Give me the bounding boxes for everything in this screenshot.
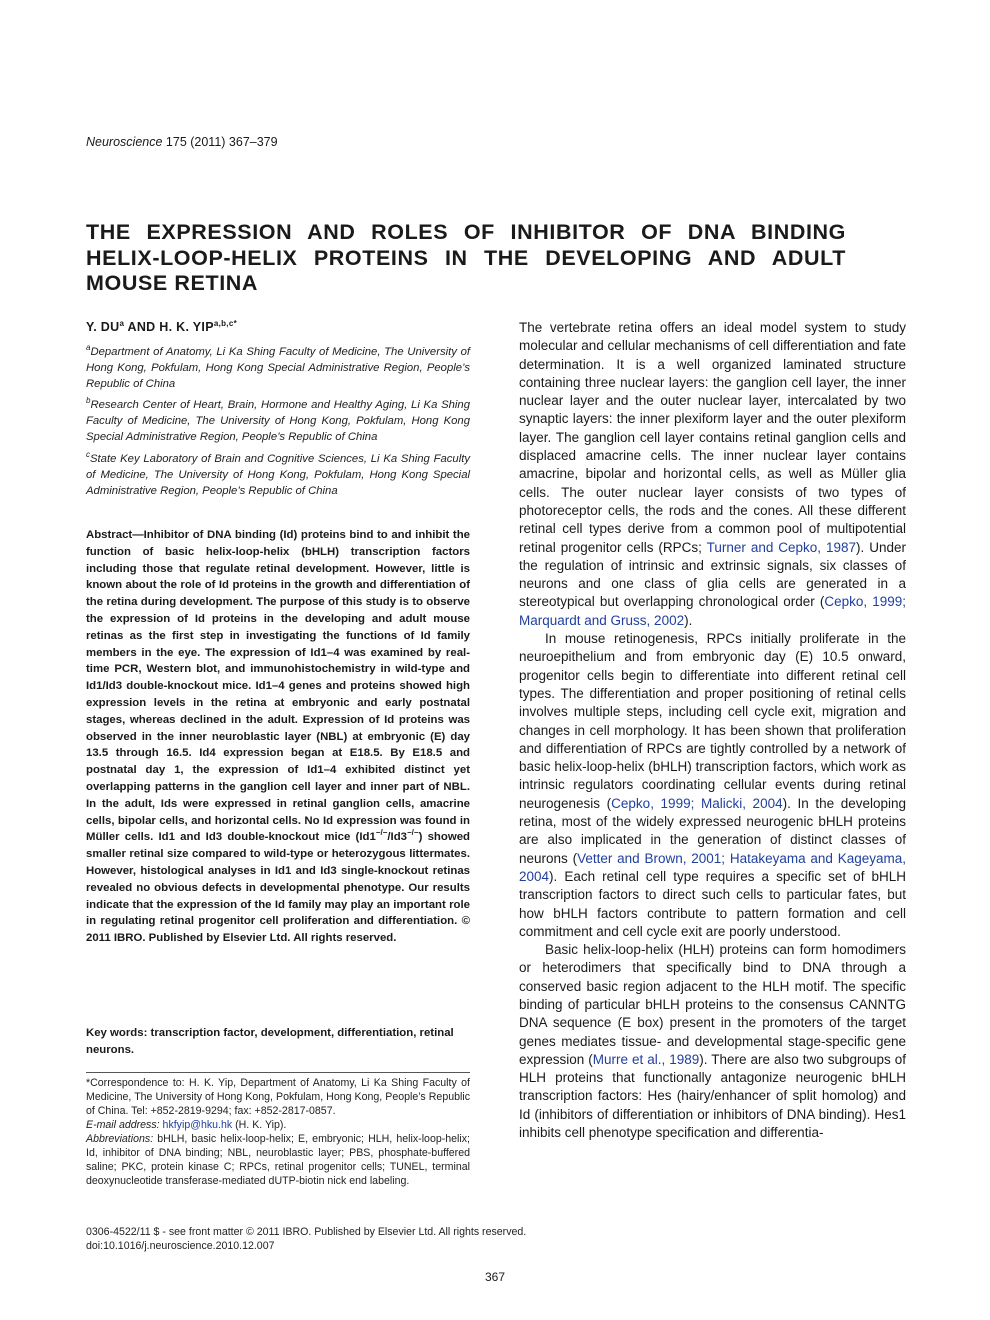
body-text-run: ). In the developing retina, most of the widely expressed neurogenic bHLH proteins are also implicated in the generation of distinct classes of neurons ( <box>519 795 906 866</box>
email-suffix: (H. K. Yip). <box>232 1119 287 1131</box>
affiliation-mark: a <box>86 343 91 353</box>
citation-link[interactable]: Turner and Cepko, 1987 <box>706 539 857 555</box>
copyright-line: 0306-4522/11 $ - see front matter © 2011 IBRO. Published by Elsevier Ltd. All rights reserved. <box>86 1226 527 1238</box>
body-text-run: ). There are also two subgroups of HLH proteins that functionally antagonize neurogenic bHLH transcription factors: Hes (hairy/enhancer of split homolog) and Id (inhibitors of differentiation or inhibitors of DNA binding). Hes1 inhibits cell phenotype specification and differentia- <box>519 1051 906 1141</box>
email-label: E-mail address: <box>86 1119 163 1131</box>
affiliation-text: Research Center of Heart, Brain, Hormone and Healthy Aging, Li Ka Shing Faculty of Medicine, The University of Hong Kong, Pokfulam, Hong Kong Special Administrative Region, People’s Republic of China <box>86 399 470 443</box>
affiliation <box>86 344 470 392</box>
article-title <box>86 220 846 297</box>
body-paragraph <box>519 630 906 941</box>
citation-link[interactable]: Murre et al., 1989 <box>592 1051 700 1067</box>
page-number: 367 <box>484 1270 506 1284</box>
body-paragraph <box>519 319 906 630</box>
journal-volume-pages: 175 (2011) 367–379 <box>162 135 278 149</box>
abstract-text: Abstract—Inhibitor of DNA binding (Id) proteins bind to and inhibit the function of basic helix-loop-helix (bHLH) transcription factors including those that regulate retinal development. However, little is known about the role of Id proteins in the growth and differentiation of the retina during development. The purpose of this study is to observe the expression of Id proteins in the developing and adult mouse retinas as the first step in investigating the functions of Id family members in the eye. The expression of Id1–4 was examined by real-time PCR, Western blot, and immunohistochemistry in wild-type and Id1/Id3 double-knockout mice. Id1–4 genes and proteins showed high expression levels in the retina at embryonic and early postnatal stages, whereas declined in the adult. Expression of Id proteins was observed in the inner neuroblastic layer (NBL) at embryonic (E) day 13.5 through 16.5. Id4 expression began at E18.5. By E18.5 and postnatal day 1, the expression of Id1–4 exhibited distinct yet overlapping patterns in the ganglion cell layer and inner part of NBL. In the adult, Ids were expressed in retinal ganglion cells, amacrine cells, bipolar cells, and horizontal cells. No Id expression was found in Müller cells. Id1 and Id3 double-knockout mice (Id1 <box>86 529 470 844</box>
affiliation-text: Department of Anatomy, Li Ka Shing Faculty of Medicine, The University of Hong Kong, Pokfulam, Hong Kong Special Administrative Region, People’s Republic of China <box>86 346 470 390</box>
author-name: AND H. K. YIP <box>124 320 214 334</box>
author-affiliation-mark: a <box>119 318 125 328</box>
doi-line: doi:10.1016/j.neuroscience.2010.12.007 <box>86 1240 275 1252</box>
keywords: Key words: transcription factor, development, differentiation, retinal neurons. <box>86 1027 454 1056</box>
title-line: HELIX-LOOP-HELIX PROTEINS IN THE DEVELOPING AND ADULT <box>86 245 846 270</box>
body-text-run: Basic helix-loop-helix (HLH) proteins can form homodimers or heterodimers that specifically bind to DNA through a conserved basic region adjacent to the HLH motif. The specific binding of particular bHLH proteins to the consensus CANNTG DNA sequence (E box) present in the promoters of the target genes mediates tissue- and developmental stage-specific gene expression ( <box>519 942 906 1067</box>
abstract-text: ) showed smaller retinal size compared to wild-type or heterozygous littermates. However, histological analyses in Id1 and Id3 single-knockout retinas revealed no obvious defects in developmental phenotype. Our results indicate that the expression of the Id family may play an important role in regulating retinal progenitor cell proliferation and differentiation. © 2011 IBRO. Published by Elsevier Ltd. All rights reserved. <box>86 831 470 945</box>
body-text <box>519 319 906 1142</box>
body-text-run: In mouse retinogenesis, RPCs initially proliferate in the neuroepithelium and from embryonic day (E) 10.5 onward, progenitor cells begin to differentiate into different retinal cell types. The differentiation and proper positioning of retinal cells involves multiple steps, including cell cycle exit, migration and changes in cell morphology. It has been shown that proliferation and differentiation of RPCs are tightly controlled by a network of basic helix-loop-helix (bHLH) transcription factors, which work as intrinsic regulators coordinating cellular events during retinal neurogenesis ( <box>519 631 906 811</box>
body-text-run: ). <box>684 612 693 628</box>
copyright-footer <box>86 1225 526 1253</box>
author-name: Y. DU <box>86 320 120 334</box>
abstract-text: /Id3 <box>387 831 407 844</box>
affiliation-mark: c <box>86 450 90 460</box>
journal-name: Neuroscience <box>86 135 163 149</box>
body-paragraph <box>519 941 906 1142</box>
abbreviations-note <box>86 1132 470 1188</box>
email-link[interactable]: hkfyip@hku.hk <box>162 1119 233 1131</box>
abbreviations-label: Abbreviations: <box>86 1133 154 1145</box>
affiliation-mark: b <box>86 396 91 406</box>
superscript: −/− <box>406 828 419 838</box>
author-affiliation-mark: a,b,c* <box>213 318 237 328</box>
affiliation <box>86 451 470 499</box>
affiliation-text: State Key Laboratory of Brain and Cognitive Sciences, Li Ka Shing Faculty of Medicine, The University of Hong Kong, Pokfulam, Hong Kong Special Administrative Region, People’s Republic of China <box>86 453 470 497</box>
body-text-run: The vertebrate retina offers an ideal model system to study molecular and cellular mechanisms of cell differentiation and fate determination. It is a well organized laminated structure containing three nuclear layers: the ganglion cell layer, the inner nuclear layer and the outer nuclear layer, intercalated by two synaptic layers: the inner plexiform layer and the outer plexiform layer. The ganglion cell layer contains retinal ganglion cells and displaced amacrine cells. The inner nuclear layer contains amacrine, bipolar and horizontal cells, as well as Müller glia cells. The outer nuclear layer consists of two types of photoreceptor cells, the rods and the cones. All these different retinal cell types derive from a common pool of multipotential retinal progenitor cells (RPCs; <box>519 320 906 555</box>
affiliation <box>86 397 470 445</box>
superscript: −/− <box>375 828 388 838</box>
citation-link[interactable]: Vetter and Brown, 2001; Hatakeyama and Kageyama, 2004 <box>519 850 906 884</box>
footnote-divider <box>86 1072 470 1073</box>
footnotes <box>86 1076 470 1188</box>
correspondence-note: *Correspondence to: H. K. Yip, Department of Anatomy, Li Ka Shing Faculty of Medicine, The University of Hong Kong, Pokfulam, Hong Kong, People’s Republic of China. Tel: +852-2819-9294; fax: +852-2817-0857. <box>86 1077 470 1117</box>
author-list <box>86 320 237 334</box>
citation-link[interactable]: Cepko, 1999; Malicki, 2004 <box>611 795 783 811</box>
citation-link[interactable]: Cepko, 1999; Marquardt and Gruss, 2002 <box>519 594 907 628</box>
abbreviations-text: bHLH, basic helix-loop-helix; E, embryonic; HLH, helix-loop-helix; Id, inhibitor of DNA binding; NBL, neuroblastic layer; PBS, phosphate-buffered saline; PKC, protein kinase C; RPCs, retinal progenitor cells; TUNEL, terminal deoxynucleotide transferase-mediated dUTP-biotin nick end labeling. <box>86 1133 470 1187</box>
title-line: MOUSE RETINA <box>86 271 259 295</box>
email-note <box>86 1118 470 1132</box>
abstract <box>86 527 470 947</box>
journal-reference <box>86 135 278 149</box>
title-line: THE EXPRESSION AND ROLES OF INHIBITOR OF DNA BINDING <box>86 220 846 244</box>
body-text-run: ). Under the regulation of intrinsic and extrinsic signals, six classes of neurons and one class of glia cells are generated in a stereotypical but overlapping chronological order ( <box>519 539 907 610</box>
body-text-run: ). Each retinal cell type requires a specific set of bHLH transcription factors to direct such cells to particular fates, but how bHLH factors contribute to pattern formation and cell commitment and cell cycle exit are poorly understood. <box>519 868 906 939</box>
